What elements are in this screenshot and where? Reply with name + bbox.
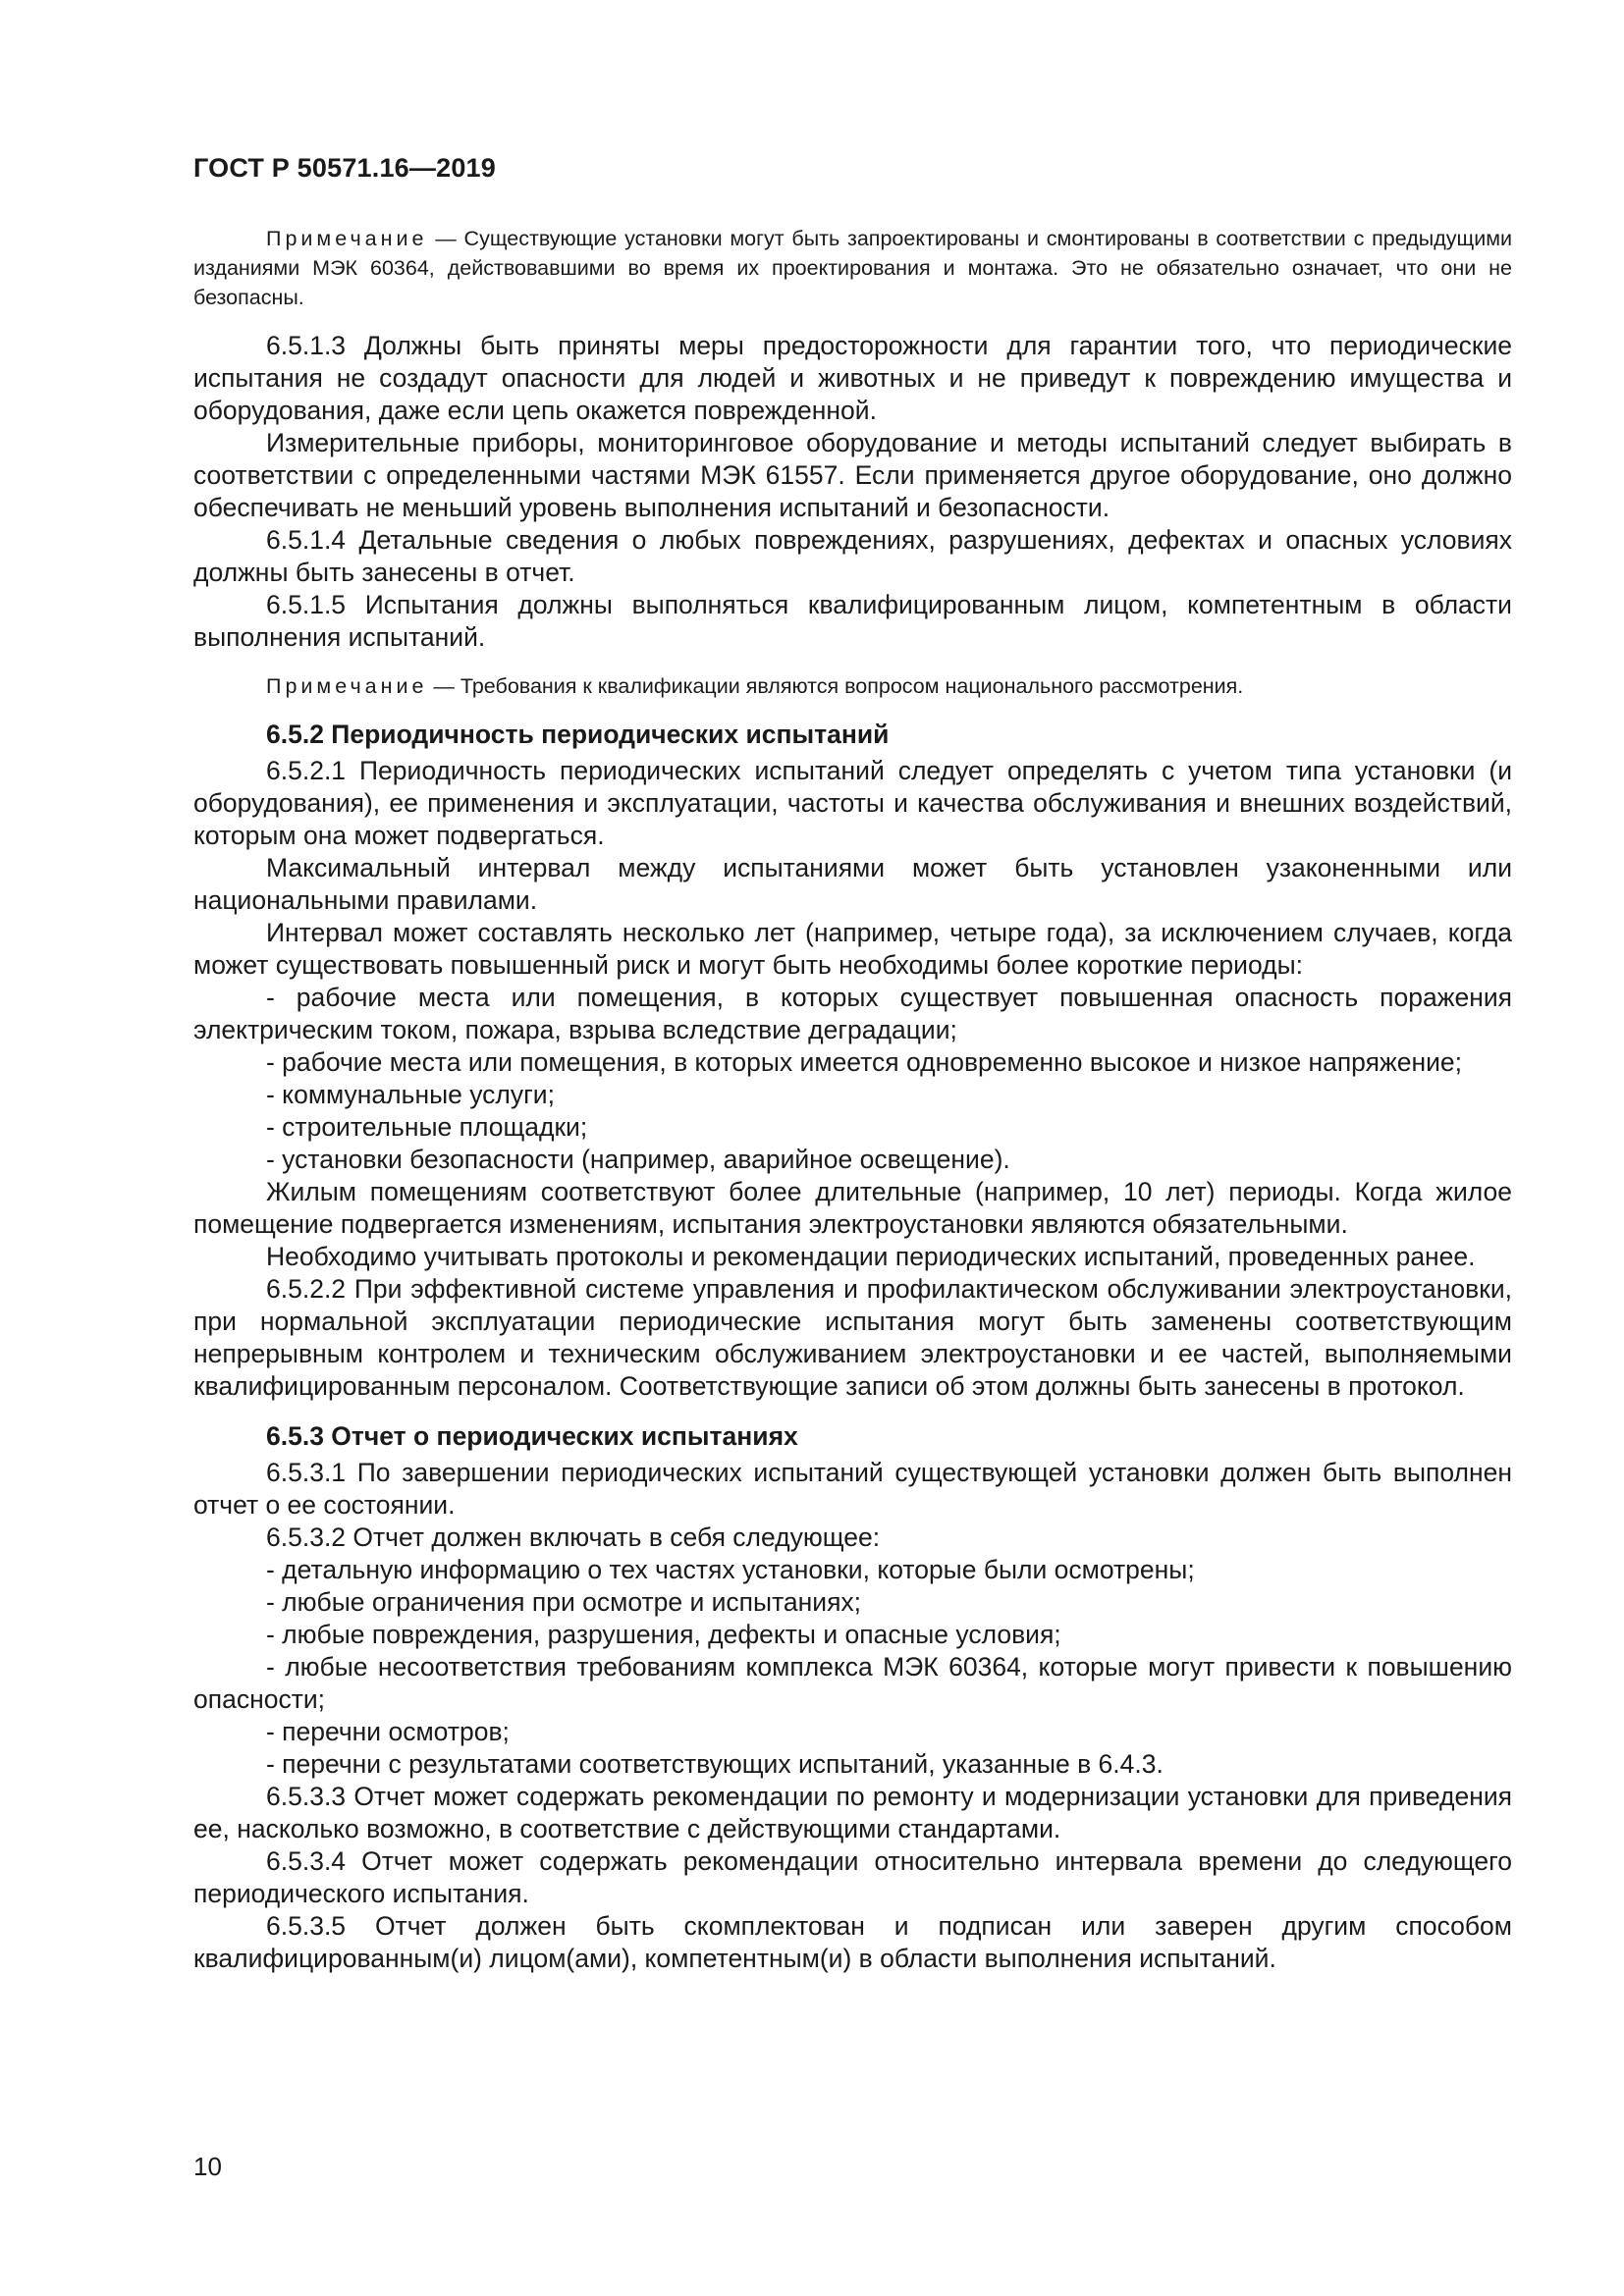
list-item: - установки безопасности (например, аварийное освещение). bbox=[266, 1145, 1010, 1174]
paragraph-max-interval: Максимальный интервал между испытаниями может быть установлен узаконенными или национальными правилами. bbox=[193, 853, 1512, 915]
paragraph-6-5-3-3: 6.5.3.3 Отчет может содержать рекомендации по ремонту и модернизации установки для приведения ее, насколько возможно, в соответствие с действующими стандартами. bbox=[193, 1782, 1512, 1843]
paragraph-6-5-2-2: 6.5.2.2 При эффективной системе управления и профилактическом обслуживании электроустановки, при нормальной эксплуатации периодические испытания могут быть заменены соответствующим непрерывным контролем и техническим обслуживанием электроустановки и ее частей, выполняемыми квалифицированным персоналом. Соответствующие записи об этом должны быть занесены в протокол. bbox=[193, 1274, 1512, 1401]
list-item: - перечни с результатами соответствующих испытаний, указанные в 6.4.3. bbox=[266, 1749, 1164, 1779]
paragraph-6-5-3-5: 6.5.3.5 Отчет должен быть скомплектован и подписан или заверен другим способом квалифицированным(и) лицом(ами), компетентным(и) в области выполнения испытаний. bbox=[193, 1911, 1512, 1973]
paragraph-6-5-1-3: 6.5.1.3 Должны быть приняты меры предосторожности для гарантии того, что периодические испытания не создадут опасности для людей и животных и не приведут к повреждению имущества и оборудования, даже если цепь окажется поврежденной. bbox=[193, 331, 1512, 425]
list-item: - любые повреждения, разрушения, дефекты и опасные условия; bbox=[266, 1620, 1061, 1649]
list-item: - перечни осмотров; bbox=[266, 1717, 510, 1746]
paragraph-6-5-3-1: 6.5.3.1 По завершении периодических испытаний существующей установки должен быть выполнен отчет о ее состоянии. bbox=[193, 1458, 1512, 1520]
list-item: - детальную информацию о тех частях установки, которые были осмотрены; bbox=[266, 1555, 1195, 1584]
paragraph-6-5-3-2: 6.5.3.2 Отчет должен включать в себя следующее: bbox=[266, 1522, 881, 1552]
note-text: — Существующие установки могут быть запроектированы и смонтированы в соответствии с предыдущими изданиями МЭК 60364, действовавшими во время их проектирования и монтажа. Это не обязательно означает, что они не безопасны. bbox=[193, 227, 1512, 309]
paragraph-interval: Интервал может составлять несколько лет (например, четыре года), за исключением случаев, когда может существовать повышенный риск и могут быть необходимы более короткие периоды: bbox=[193, 918, 1512, 980]
report-list bbox=[193, 1554, 1512, 1781]
paragraph-6-5-3-4: 6.5.3.4 Отчет может содержать рекомендации относительно интервала времени до следующего периодического испытания. bbox=[193, 1846, 1512, 1908]
paragraph-6-5-2-1: 6.5.2.1 Периодичность периодических испытаний следует определять с учетом типа установки (и оборудования), ее применения и эксплуатации, частоты и качества обслуживания и внешних воздействий, которым она может подвергаться. bbox=[193, 756, 1512, 850]
paragraph-6-5-1-4: 6.5.1.4 Детальные сведения о любых повреждениях, разрушениях, дефектах и опасных условиях должны быть занесены в отчет. bbox=[193, 525, 1512, 587]
list-item: - рабочие места или помещения, в которых имеется одновременно высокое и низкое напряжение; bbox=[266, 1047, 1462, 1077]
list-item: - строительные площадки; bbox=[266, 1112, 588, 1142]
list-item: - любые несоответствия требованиям комплекса МЭК 60364, которые могут привести к повышению опасности; bbox=[193, 1652, 1512, 1714]
section-heading-6-5-3: 6.5.3 Отчет о периодических испытаниях bbox=[266, 1421, 798, 1451]
paragraph-residential: Жилым помещениям соответствуют более длительные (например, 10 лет) периоды. Когда жилое помещение подвергается изменениям, испытания электроустановки являются обязательными. bbox=[193, 1177, 1512, 1239]
paragraph-protocols: Необходимо учитывать протоколы и рекомендации периодических испытаний, проведенных ранее. bbox=[266, 1242, 1476, 1271]
note-paragraph bbox=[193, 671, 1512, 701]
document-body bbox=[193, 224, 1512, 1975]
note-paragraph bbox=[193, 224, 1512, 312]
risk-list bbox=[193, 982, 1512, 1176]
list-item: - рабочие места или помещения, в которых существует повышенная опасность поражения электрическим током, пожара, взрыва вследствие деградации; bbox=[193, 983, 1512, 1044]
list-item: - коммунальные услуги; bbox=[266, 1080, 555, 1109]
note-label: Примечание bbox=[266, 227, 428, 250]
paragraph-instruments: Измерительные приборы, мониторинговое оборудование и методы испытаний следует выбирать в соответствии с определенными частями МЭК 61557. Если применяется другое оборудование, оно должно обеспечивать не меньший уровень выполнения испытаний и безопасности. bbox=[193, 428, 1512, 522]
document-code: ГОСТ Р 50571.16—2019 bbox=[193, 153, 496, 183]
note-text: — Требования к квалификации являются вопросом национального рассмотрения. bbox=[427, 674, 1244, 698]
list-item: - любые ограничения при осмотре и испытаниях; bbox=[266, 1587, 862, 1617]
section-heading-6-5-2: 6.5.2 Периодичность периодических испытаний bbox=[266, 720, 890, 749]
page-number: 10 bbox=[193, 2152, 222, 2181]
note-label: Примечание bbox=[266, 674, 428, 698]
paragraph-6-5-1-5: 6.5.1.5 Испытания должны выполняться квалифицированным лицом, компетентным в области выполнения испытаний. bbox=[193, 590, 1512, 652]
